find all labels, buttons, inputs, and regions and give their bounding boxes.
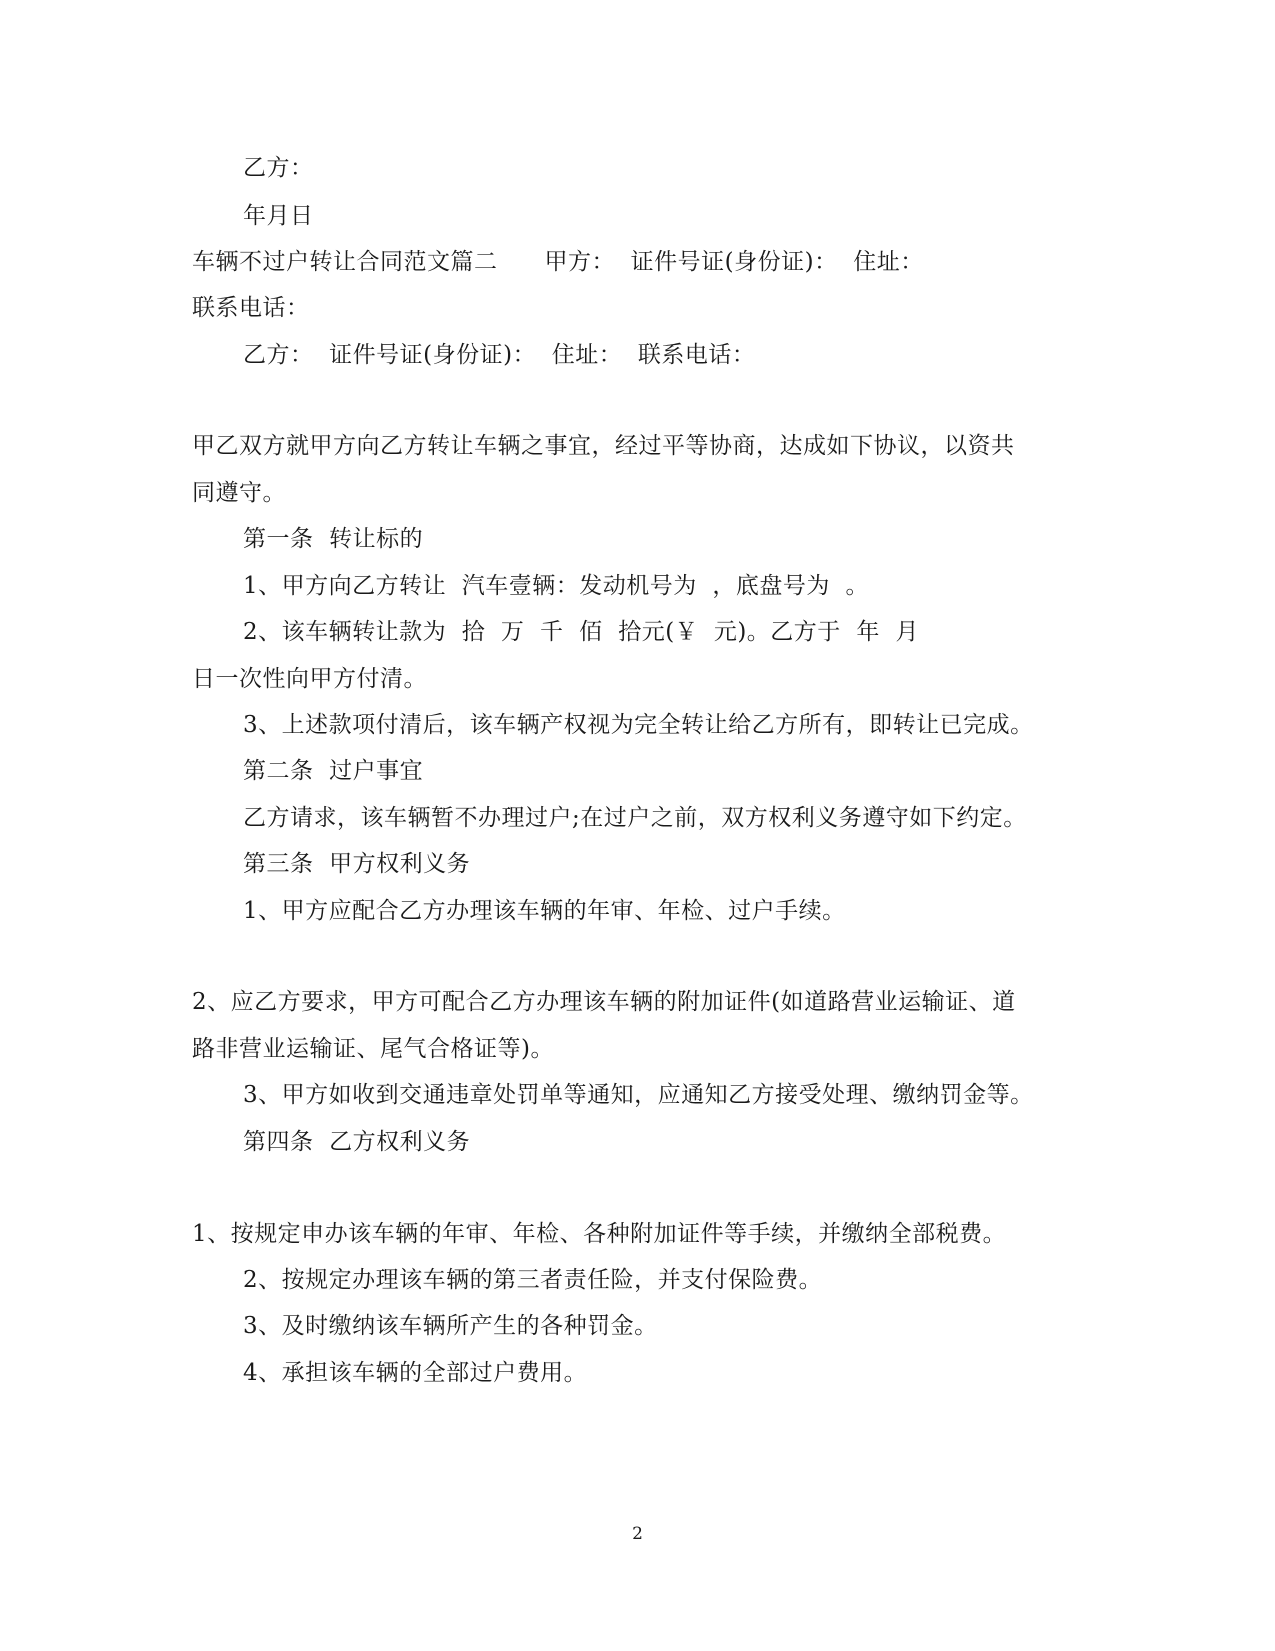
article-two-text: 乙方请求，该车辆暂不办理过户;在过户之前，双方权利义务遵守如下约定。 [243, 805, 1027, 831]
date-line: 年月日 [243, 203, 314, 229]
party-b-label: 乙方： [243, 155, 314, 181]
preamble-line-1: 甲乙双方就甲方向乙方转让车辆之事宜，经过平等协商，达成如下协议，以资共 [192, 433, 1015, 459]
article-two-heading: 第二条 过户事宜 [243, 758, 424, 784]
preamble-line-2: 同遵守。 [192, 480, 286, 506]
article-one-heading: 第一条 转让标的 [243, 526, 424, 552]
contact-phone-line: 联系电话： [192, 295, 310, 321]
article-four-clause-4: 4、承担该车辆的全部过户费用。 [243, 1360, 588, 1386]
party-b-info-line: 乙方： 证件号证(身份证)： 住址： 联系电话： [243, 342, 756, 368]
article-three-clause-2: 2、应乙方要求，甲方可配合乙方办理该车辆的附加证件(如道路营业运输证、道 [192, 989, 1016, 1015]
article-three-clause-1: 1、甲方应配合乙方办理该车辆的年审、年检、过户手续。 [243, 898, 846, 924]
article-four-clause-1: 1、按规定申办该车辆的年审、年检、各种附加证件等手续，并缴纳全部税费。 [192, 1221, 1007, 1247]
article-four-clause-2: 2、按规定办理该车辆的第三者责任险，并支付保险费。 [243, 1267, 823, 1293]
article-one-clause-2: 2、该车辆转让款为 拾 万 千 佰 拾元(￥ 元)。乙方于 年 月 [243, 619, 920, 645]
article-three-clause-3: 3、甲方如收到交通违章处罚单等通知，应通知乙方接受处理、缴纳罚金等。 [243, 1082, 1034, 1108]
article-three-clause-2-cont: 路非营业运输证、尾气合格证等)。 [192, 1036, 554, 1062]
article-four-clause-3: 3、及时缴纳该车辆所产生的各种罚金。 [243, 1313, 658, 1339]
contract-title-line: 车辆不过户转让合同范文篇二 甲方： 证件号证(身份证)： 住址： [192, 249, 924, 275]
page-number: 2 [632, 1524, 643, 1544]
article-one-clause-1: 1、甲方向乙方转让 汽车壹辆：发动机号为 ，底盘号为 。 [243, 573, 869, 599]
article-three-heading: 第三条 甲方权利义务 [243, 851, 471, 877]
article-four-heading: 第四条 乙方权利义务 [243, 1129, 471, 1155]
article-one-clause-2-cont: 日一次性向甲方付清。 [192, 666, 427, 692]
article-one-clause-3: 3、上述款项付清后，该车辆产权视为完全转让给乙方所有，即转让已完成。 [243, 712, 1034, 738]
